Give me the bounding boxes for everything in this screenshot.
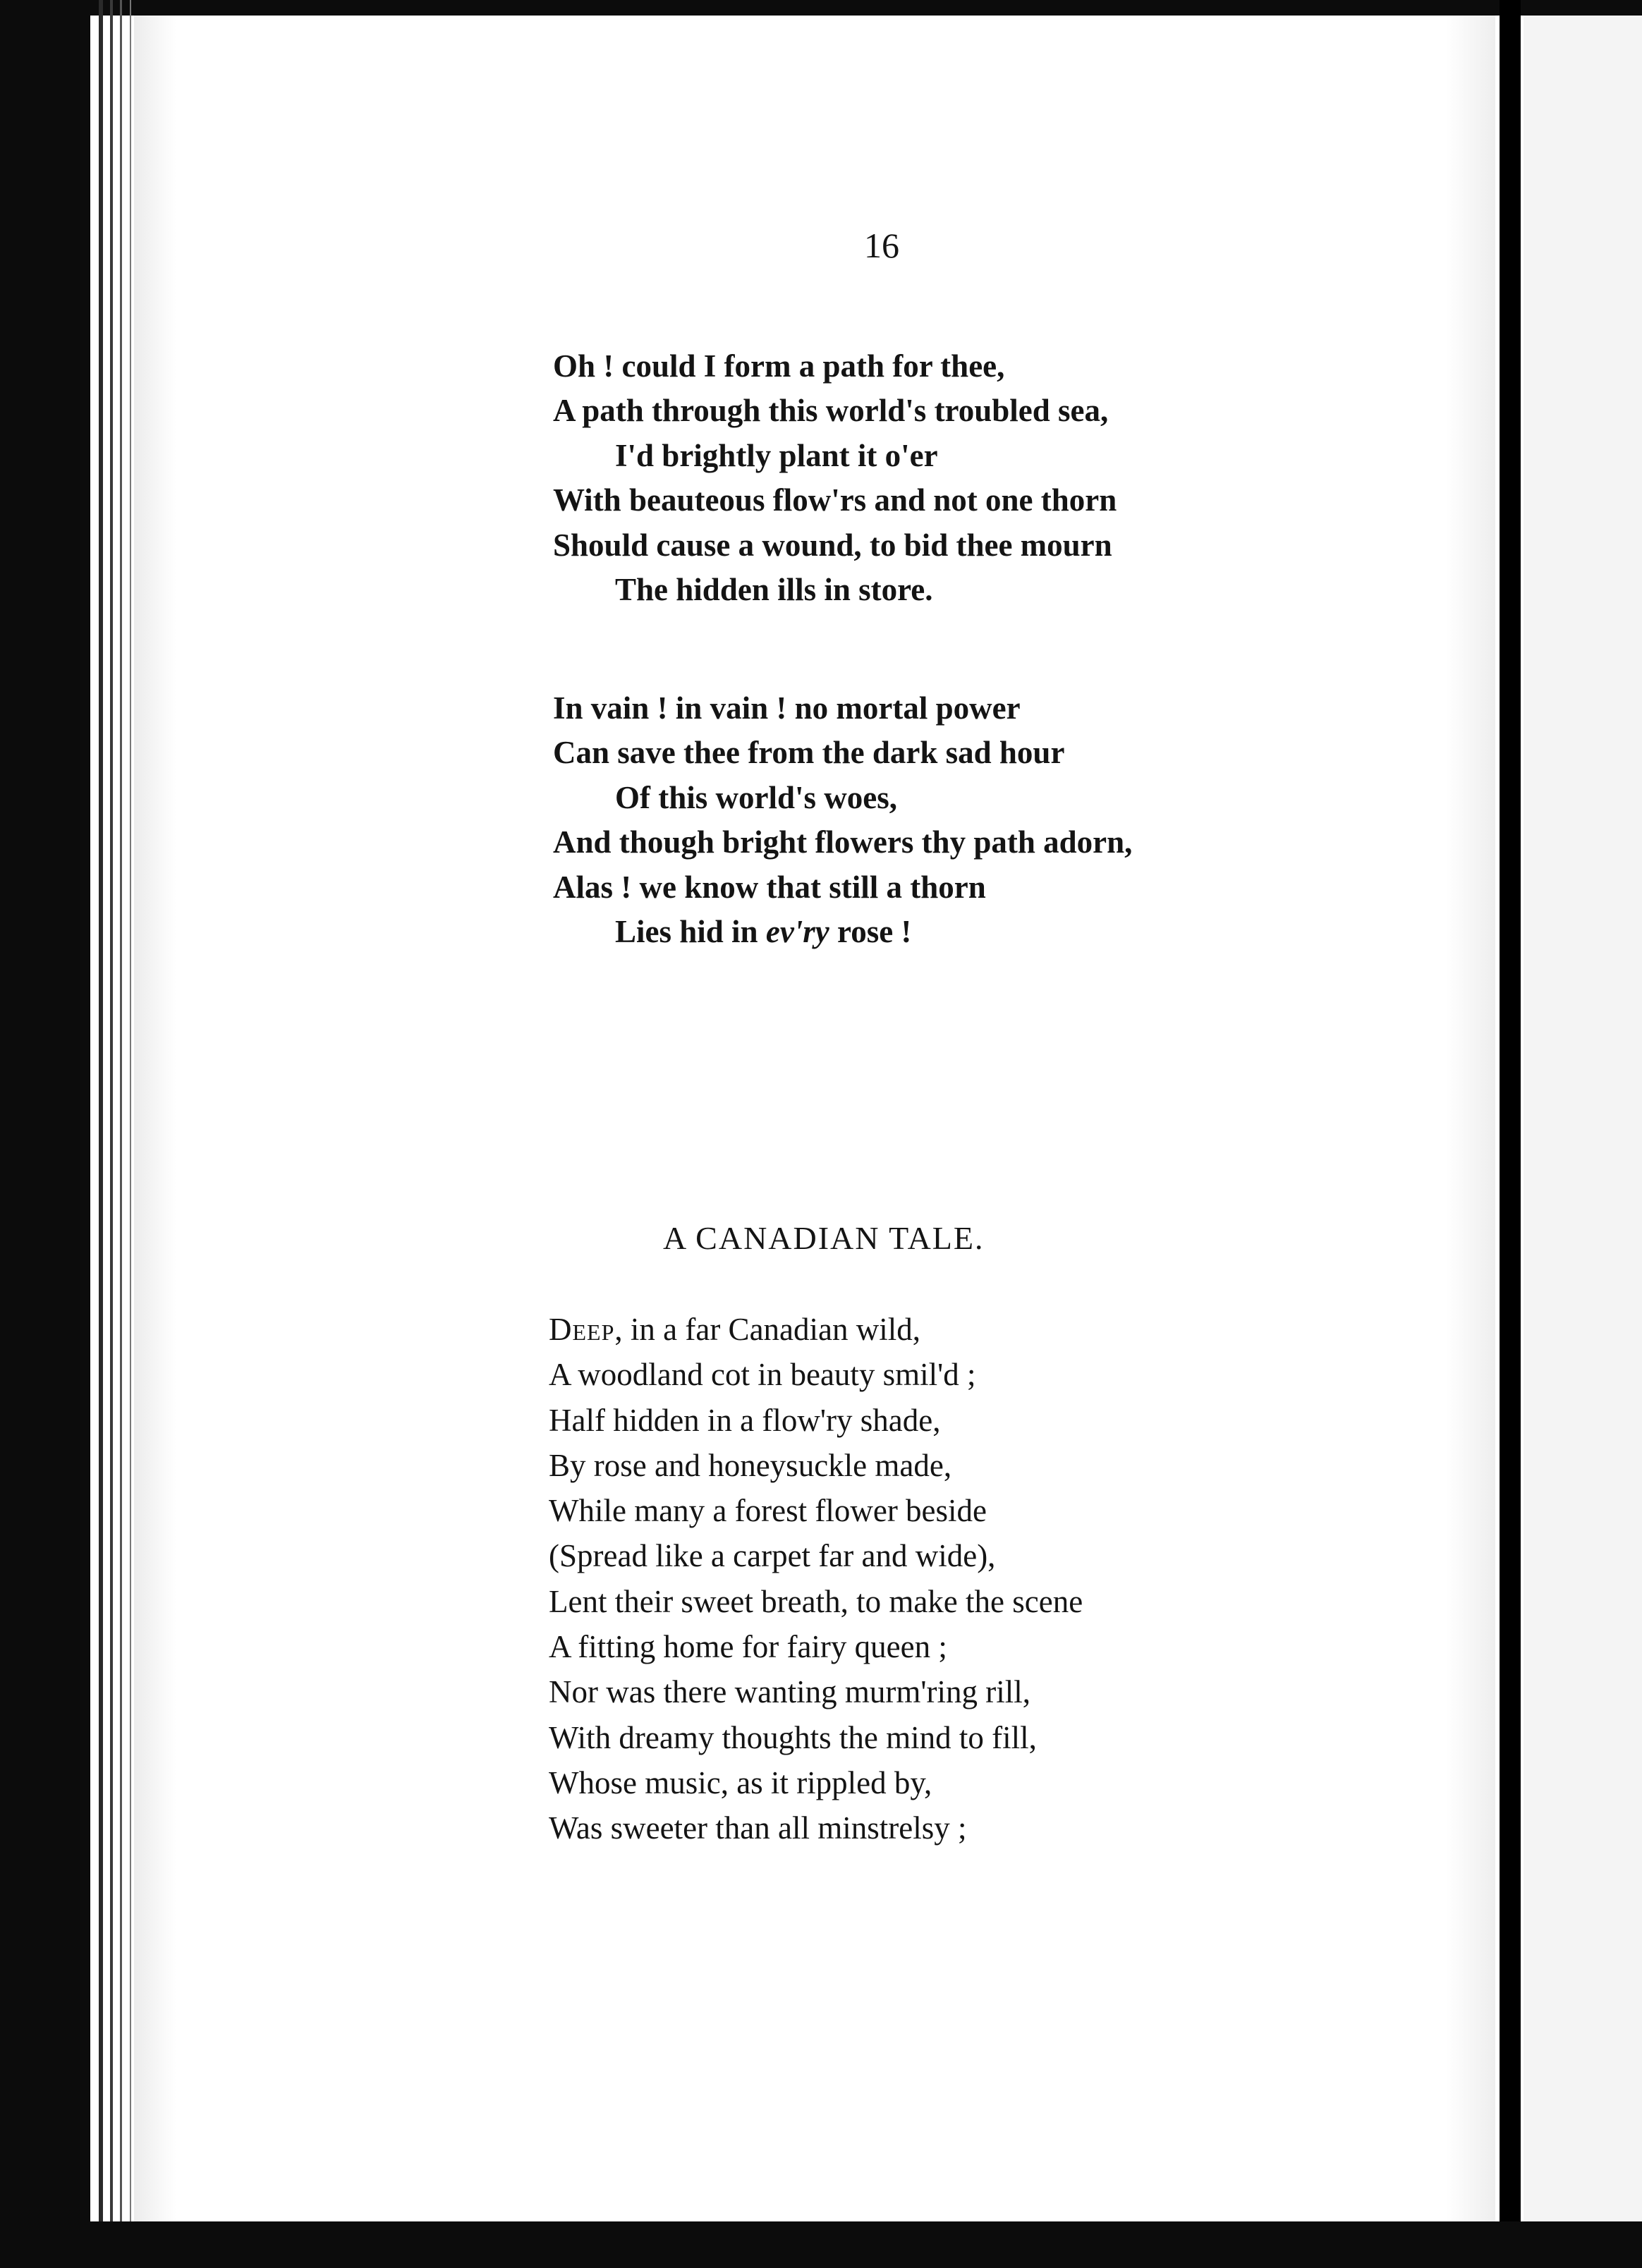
poem-line-part: rose ! xyxy=(829,914,912,950)
poem-line: And though bright flowers thy path adorn, xyxy=(553,824,1133,860)
poem-line: Can save thee from the dark sad hour xyxy=(553,735,1065,771)
poem-stanza xyxy=(553,344,1117,612)
page-edge-line xyxy=(99,0,103,2221)
poem-title: A CANADIAN TALE. xyxy=(663,1220,985,1256)
poem-line: The hidden ills in store. xyxy=(615,572,933,608)
scan-border-top xyxy=(0,0,1642,16)
book-binding-edge xyxy=(0,0,90,2268)
poem-line-part: Lies hid in xyxy=(615,914,766,950)
poem-line: A path through this world's troubled sea, xyxy=(553,393,1109,429)
poem-line: Alas ! we know that still a thorn xyxy=(553,869,986,905)
poem-line xyxy=(553,910,1132,954)
poem-line: I'd brightly plant it o'er xyxy=(615,437,938,473)
poem-line: Of this world's woes, xyxy=(615,779,898,815)
poem-line-part: , in a far Canadian wild, xyxy=(614,1312,920,1347)
poem-line: Oh ! could I form a path for thee, xyxy=(553,348,1005,384)
opening-word: Deep xyxy=(549,1312,615,1347)
page-edge-line xyxy=(120,0,122,2221)
poem-line: Should cause a wound, to bid thee mourn xyxy=(553,527,1112,563)
poem-stanza xyxy=(553,686,1132,954)
poem-line: With dreamy thoughts the mind to fill, xyxy=(549,1719,1037,1755)
page-edge-line xyxy=(130,0,131,2221)
poem-line: Nor was there wanting murm'ring rill, xyxy=(549,1674,1030,1710)
poem-line: By rose and honeysuckle made, xyxy=(549,1447,952,1483)
emphasized-word: ev'ry xyxy=(765,914,829,950)
scan-border-bottom xyxy=(0,2221,1642,2268)
adjacent-page-sliver xyxy=(1524,16,1642,2221)
poem-line: In vain ! in vain ! no mortal power xyxy=(553,690,1021,726)
poem-line: A fitting home for fairy queen ; xyxy=(549,1629,947,1665)
poem-line: Lent their sweet breath, to make the scene xyxy=(549,1583,1083,1619)
poem-line: With beauteous flow'rs and not one thorn xyxy=(553,482,1117,518)
scan-border-right xyxy=(1500,0,1521,2268)
poem-line: Half hidden in a flow'ry shade, xyxy=(549,1402,941,1438)
poem-line: Whose music, as it rippled by, xyxy=(549,1764,932,1800)
poem-stanza xyxy=(549,1307,1083,1851)
poem-line xyxy=(549,1307,1083,1352)
poem-line: Was sweeter than all minstrelsy ; xyxy=(549,1810,967,1846)
poem-line: (Spread like a carpet far and wide), xyxy=(549,1538,996,1574)
poem-line: While many a forest flower beside xyxy=(549,1493,987,1529)
page-edge-line xyxy=(110,0,113,2221)
page-number: 16 xyxy=(864,226,899,265)
poem-line: A woodland cot in beauty smil'd ; xyxy=(549,1357,976,1393)
